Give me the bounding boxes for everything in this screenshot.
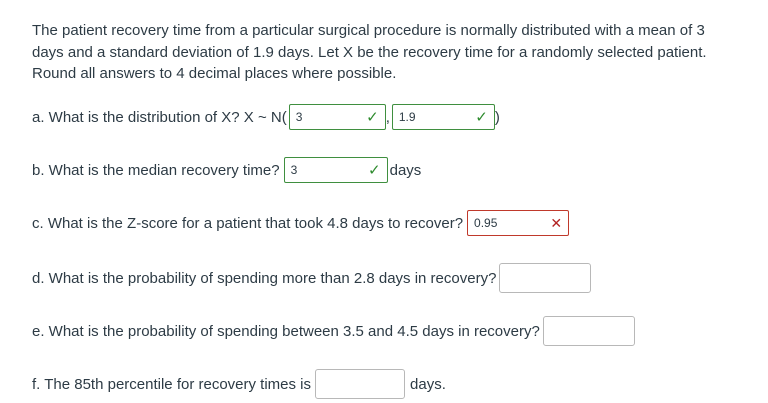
distribution-close-paren: ) — [494, 108, 500, 126]
percentile-units: days. — [410, 375, 446, 393]
sd-answer-value: 1.9 — [398, 110, 416, 124]
problem-statement: The patient recovery time from a particular surgical procedure is normally distributed with a mean of 3 days and a standard deviation of 1.9 days. Let X be the recovery time for a randomly selected patient. Round all answers to 4 decimal places where possible. — [32, 22, 707, 82]
question-a — [32, 104, 500, 130]
distribution-separator: , — [385, 108, 390, 126]
question-f-prompt: f. The 85th percentile for recovery times is — [32, 375, 312, 393]
check-mark-icon: ✓ — [366, 109, 379, 126]
sd-answer-field[interactable] — [392, 104, 495, 130]
question-d-prompt: d. What is the probability of spending more than 2.8 days in recovery? — [32, 269, 497, 287]
probability-more-answer-field[interactable] — [499, 263, 591, 293]
question-b — [32, 157, 421, 183]
median-units: days — [389, 161, 422, 179]
question-f — [32, 369, 446, 399]
question-d — [32, 263, 591, 293]
median-answer-value: 3 — [290, 163, 298, 177]
check-mark-icon: ✓ — [368, 162, 381, 179]
percentile-answer-field[interactable] — [315, 369, 405, 399]
z-score-answer-field[interactable] — [467, 210, 569, 236]
question-a-prompt: a. What is the distribution of X? X ~ N( — [32, 108, 287, 126]
mean-answer-field[interactable] — [289, 104, 386, 130]
question-e — [32, 316, 635, 346]
probability-between-answer-field[interactable] — [543, 316, 635, 346]
question-b-prompt: b. What is the median recovery time? — [32, 161, 280, 179]
mean-answer-value: 3 — [295, 110, 303, 124]
question-c-prompt: c. What is the Z-score for a patient that took 4.8 days to recover? — [32, 214, 464, 232]
z-score-answer-value: 0.95 — [474, 216, 498, 230]
question-e-prompt: e. What is the probability of spending between 3.5 and 4.5 days in recovery? — [32, 322, 540, 340]
x-mark-icon: ✕ — [550, 214, 563, 231]
question-c — [32, 210, 569, 236]
median-answer-field[interactable] — [284, 157, 388, 183]
check-mark-icon: ✓ — [475, 109, 488, 126]
